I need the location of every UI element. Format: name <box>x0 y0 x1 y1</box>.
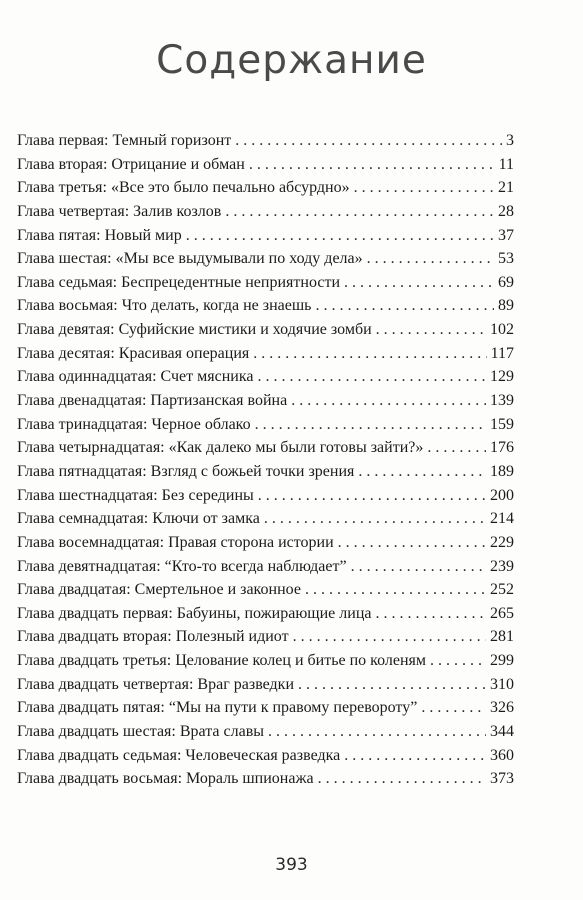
toc-entry-page: 53 <box>498 250 514 268</box>
toc-leader-dots <box>255 413 486 437</box>
toc-leader-dots <box>376 318 486 342</box>
toc-entry-title: Глава семнадцатая: Ключи от замка <box>17 510 260 528</box>
toc-entry-page: 69 <box>498 273 514 291</box>
toc-entry-page: 344 <box>490 723 514 741</box>
toc-entry <box>17 271 514 295</box>
toc-entry <box>17 507 514 531</box>
toc-entry-page: 214 <box>490 510 514 528</box>
toc-leader-dots <box>430 649 486 673</box>
toc-entry-title: Глава восьмая: Что делать, когда не знаешь <box>17 297 312 315</box>
toc-leader-dots <box>375 602 486 626</box>
toc-entry <box>17 555 514 579</box>
toc-entry-title: Глава двадцать шестая: Врата славы <box>17 723 264 741</box>
toc-entry <box>17 389 514 413</box>
toc-entry-title: Глава десятая: Красивая операция <box>17 344 250 362</box>
toc-entry-page: 89 <box>498 297 514 315</box>
toc-entry <box>17 413 514 437</box>
toc-entry-page: 373 <box>490 770 514 788</box>
toc-entry-page: 310 <box>490 675 514 693</box>
toc-entry-title: Глава двадцатая: Смертельное и законное <box>17 581 301 599</box>
toc-entry-page: 360 <box>490 746 514 764</box>
toc-leader-dots <box>293 625 486 649</box>
toc-leader-dots <box>257 365 486 389</box>
toc-entry-page: 239 <box>490 557 514 575</box>
toc-entry-page: 117 <box>490 344 514 362</box>
toc-entry <box>17 318 514 342</box>
toc-entry <box>17 342 514 366</box>
toc-entry <box>17 696 514 720</box>
toc-entry-page: 265 <box>490 604 514 622</box>
toc-entry-page: 139 <box>490 392 514 410</box>
toc-entry-title: Глава шестая: «Мы все выдумывали по ходу дела» <box>17 250 363 268</box>
toc-entry <box>17 153 514 177</box>
page-title: Содержание <box>156 38 427 83</box>
toc-entry-title: Глава четырнадцатая: «Как далеко мы были готовы зайти?» <box>17 439 424 457</box>
toc-entry <box>17 767 514 791</box>
toc-entry <box>17 578 514 602</box>
toc-entry-page: 102 <box>490 321 514 339</box>
toc-entry-title: Глава двадцать пятая: “Мы на пути к правому перевороту” <box>17 699 418 717</box>
toc-entry-page: 129 <box>490 368 514 386</box>
toc-entry <box>17 129 514 153</box>
toc-leader-dots <box>344 744 486 768</box>
toc-entry <box>17 200 514 224</box>
toc-entry-title: Глава девятая: Суфийские мистики и ходячие зомби <box>17 321 372 339</box>
toc-entry-page: 21 <box>498 179 514 197</box>
toc-leader-dots <box>258 484 486 508</box>
toc-entry-page: 37 <box>498 226 514 244</box>
toc-entry-title: Глава девятнадцатая: “Кто-то всегда наблюдает” <box>17 557 347 575</box>
toc-entry-title: Глава двадцать вторая: Полезный идиот <box>17 628 289 646</box>
toc-entry-title: Глава двадцать первая: Бабуины, пожирающие лица <box>17 604 372 622</box>
toc-leader-dots <box>268 720 486 744</box>
toc-leader-dots <box>235 129 502 153</box>
toc-leader-dots <box>225 200 494 224</box>
toc-entry-page: 252 <box>490 581 514 599</box>
toc-entry-title: Глава тринадцатая: Черное облако <box>17 415 251 433</box>
toc-entry-page: 200 <box>490 486 514 504</box>
toc-entry-page: 3 <box>506 132 514 149</box>
table-of-contents <box>17 129 514 791</box>
toc-entry <box>17 649 514 673</box>
toc-leader-dots <box>298 673 486 697</box>
toc-entry <box>17 247 514 271</box>
toc-entry-title: Глава четвертая: Залив козлов <box>17 202 222 220</box>
toc-leader-dots <box>367 247 494 271</box>
toc-leader-dots <box>253 342 486 366</box>
toc-entry-page: 326 <box>490 699 514 717</box>
toc-entry-page: 189 <box>490 462 514 480</box>
toc-entry <box>17 460 514 484</box>
toc-leader-dots <box>344 271 494 295</box>
toc-entry-page: 299 <box>490 652 514 670</box>
toc-leader-dots <box>358 460 486 484</box>
page-number: 393 <box>275 855 308 875</box>
toc-entry-page: 281 <box>490 628 514 646</box>
toc-entry-page: 176 <box>490 439 514 457</box>
toc-entry-title: Глава двадцать седьмая: Человеческая разведка <box>17 746 341 764</box>
toc-entry-title: Глава пятнадцатая: Взгляд с божьей точки зрения <box>17 462 355 480</box>
toc-entry-page: 11 <box>498 155 514 173</box>
toc-leader-dots <box>264 507 486 531</box>
toc-leader-dots <box>186 224 494 248</box>
toc-entry-page: 28 <box>498 202 514 220</box>
toc-entry-title: Глава двадцать восьмая: Мораль шпионажа <box>17 770 314 788</box>
toc-entry-title: Глава восемнадцатая: Правая сторона истории <box>17 533 334 551</box>
toc-entry <box>17 484 514 508</box>
toc-entry <box>17 294 514 318</box>
toc-entry <box>17 365 514 389</box>
toc-entry <box>17 436 514 460</box>
toc-entry-title: Глава третья: «Все это было печально абсурдно» <box>17 179 350 197</box>
toc-entry <box>17 602 514 626</box>
toc-leader-dots <box>351 555 486 579</box>
toc-entry-title: Глава двадцать четвертая: Враг разведки <box>17 675 295 693</box>
toc-entry-title: Глава шестнадцатая: Без середины <box>17 486 254 504</box>
toc-leader-dots <box>427 436 486 460</box>
toc-entry-title: Глава двадцать третья: Целование колец и битье по коленям <box>17 652 427 670</box>
toc-leader-dots <box>291 389 486 413</box>
toc-entry-title: Глава пятая: Новый мир <box>17 226 182 244</box>
toc-entry-title: Глава седьмая: Беспрецедентные неприятности <box>17 273 340 291</box>
toc-entry-page: 229 <box>490 533 514 551</box>
toc-leader-dots <box>318 767 486 791</box>
toc-entry-title: Глава вторая: Отрицание и обман <box>17 155 245 173</box>
toc-entry <box>17 224 514 248</box>
toc-entry <box>17 673 514 697</box>
toc-entry-page: 159 <box>490 415 514 433</box>
toc-entry <box>17 744 514 768</box>
toc-leader-dots <box>305 578 486 602</box>
toc-leader-dots <box>338 531 486 555</box>
toc-entry-title: Глава первая: Темный горизонт <box>17 132 232 149</box>
toc-leader-dots <box>249 153 495 177</box>
toc-entry-title: Глава одиннадцатая: Счет мясника <box>17 368 254 386</box>
toc-leader-dots <box>354 176 494 200</box>
toc-entry <box>17 531 514 555</box>
toc-leader-dots <box>315 294 494 318</box>
toc-leader-dots <box>421 696 486 720</box>
toc-entry <box>17 625 514 649</box>
toc-entry <box>17 720 514 744</box>
toc-entry <box>17 176 514 200</box>
toc-entry-title: Глава двенадцатая: Партизанская война <box>17 392 288 410</box>
